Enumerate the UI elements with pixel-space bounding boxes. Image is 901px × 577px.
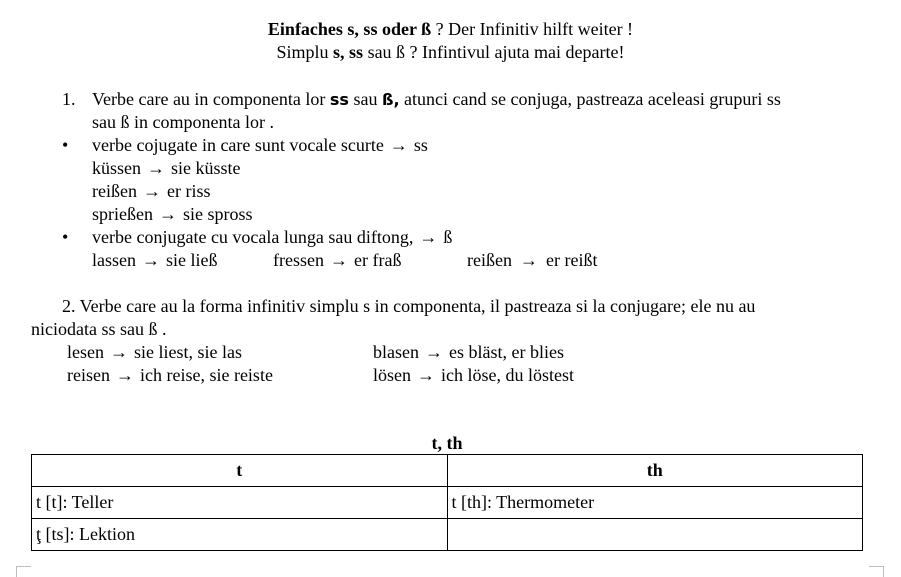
arrow-right-icon: →	[147, 158, 165, 178]
example-to: er reißt	[545, 250, 598, 270]
example-to: sie liest, sie las	[133, 342, 242, 362]
title-romanian-bold: s, ss	[333, 42, 364, 62]
bullet1-label: verbe cojugate in care sunt vocale scurte	[92, 135, 384, 155]
section1-text-c: atunci cand se conjuga, pastreaza aceleasi grupuri ss	[399, 89, 781, 109]
example-to: er riss	[166, 181, 211, 201]
example-row	[273, 249, 401, 271]
example-from: blasen	[373, 342, 419, 362]
example-row	[373, 341, 564, 363]
example-to: sie küsste	[171, 158, 241, 178]
example-to: sie ließ	[166, 250, 218, 270]
table-row	[32, 519, 863, 551]
example-from: reisen	[67, 365, 110, 385]
example-row	[67, 364, 273, 386]
bullet-icon: •	[62, 135, 69, 155]
bullet-icon: •	[62, 227, 69, 247]
title-romanian	[0, 41, 901, 63]
section1-text	[92, 88, 781, 111]
page-corner-mark	[869, 566, 884, 577]
title-romanian-rest: sau ß ? Infintivul ajuta mai departe!	[363, 42, 625, 62]
page-corner-mark	[16, 566, 31, 577]
example-from: lassen	[92, 250, 136, 270]
example-row	[92, 180, 210, 202]
example-from: lesen	[67, 342, 104, 362]
title-romanian-a: Simplu	[276, 42, 334, 62]
section2-text-cont: niciodata ss sau ß .	[31, 319, 167, 339]
table-cell	[447, 519, 863, 551]
bullet2-label: verbe conjugate cu vocala lunga sau diftong,	[92, 227, 414, 247]
example-from: reißen	[467, 250, 512, 270]
arrow-right-icon: →	[158, 204, 177, 224]
example-from: küssen	[92, 158, 141, 178]
table-cell: ţ [ts]: Lektion	[32, 519, 448, 551]
arrow-right-icon: →	[424, 342, 443, 362]
example-row	[67, 341, 242, 363]
example-row	[373, 364, 574, 386]
section1-text-cont: sau ß in componenta lor .	[92, 112, 274, 132]
table-cell: t [th]: Thermometer	[447, 487, 863, 519]
title-german-rest: ? Der Infinitiv hilft weiter !	[431, 19, 634, 39]
table-row	[32, 487, 863, 519]
arrow-right-icon: →	[417, 365, 435, 385]
bullet2-target: ß	[443, 227, 453, 247]
example-to: er fraß	[353, 250, 402, 270]
example-from: lösen	[373, 365, 411, 385]
table-cell: t [t]: Teller	[32, 487, 448, 519]
example-row	[92, 203, 253, 225]
arrow-right-icon: →	[109, 342, 128, 362]
bullet1-text	[92, 134, 428, 156]
example-from: reißen	[92, 181, 137, 201]
example-row	[92, 157, 241, 179]
example-from: fressen	[273, 250, 324, 270]
arrow-right-icon: →	[142, 250, 160, 270]
example-to: es bläst, er blies	[448, 342, 564, 362]
arrow-right-icon: →	[519, 250, 538, 270]
table-header-th: th	[447, 455, 863, 487]
example-row	[92, 249, 218, 271]
phonetics-table	[31, 454, 863, 551]
arrow-right-icon: →	[142, 181, 161, 201]
title-german	[0, 18, 901, 40]
arrow-right-icon: →	[115, 365, 134, 385]
section1-text-a: Verbe care au in componenta lor	[92, 89, 330, 109]
example-to: sie spross	[182, 204, 253, 224]
table-header-row	[32, 455, 863, 487]
table-caption: t, th	[431, 433, 463, 453]
title-german-bold: Einfaches s, ss oder ß	[267, 19, 432, 39]
example-row	[467, 249, 597, 271]
example-to: ich reise, sie reiste	[139, 365, 273, 385]
example-to: ich löse, du löstest	[441, 365, 574, 385]
arrow-right-icon: →	[419, 227, 438, 247]
section1-number: 1.	[62, 89, 76, 109]
table-header-t: t	[32, 455, 448, 487]
bullet2-text	[92, 226, 452, 248]
section2-text: 2. Verbe care au la forma infinitiv simplu s in componenta, il pastreaza si la conjugare; ele nu au	[62, 296, 756, 316]
example-from: sprießen	[92, 204, 153, 224]
arrow-right-icon: →	[329, 250, 348, 270]
section1-bold-eszett: ß,	[381, 90, 400, 109]
bullet1-target: ss	[413, 135, 428, 155]
section1-text-b: sau	[348, 89, 382, 109]
section1-bold-ss: ss	[329, 90, 349, 109]
arrow-right-icon: →	[389, 135, 408, 155]
